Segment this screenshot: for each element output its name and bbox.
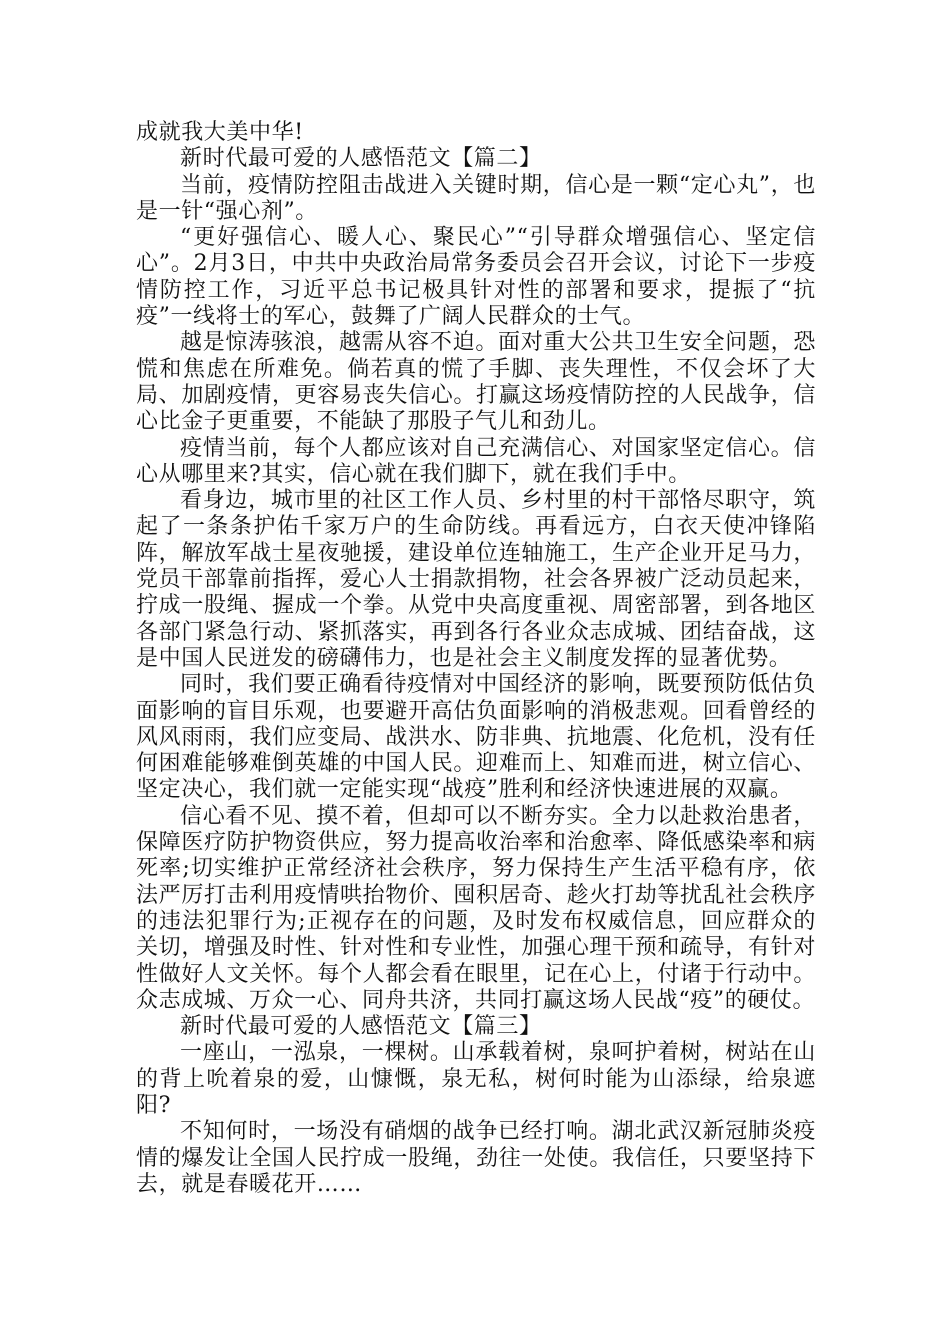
body-paragraph: 当前，疫情防控阻击战进入关键时期，信心是一颗“定心丸”，也是一针“强心剂”。 <box>136 172 816 224</box>
body-paragraph: 信心看不见、摸不着，但却可以不断夯实。全力以赴救治患者，保障医疗防护物资供应，努力提高收治率和治愈率、降低感染率和病死率;切实维护正常经济社会秩序，努力保持生产生活平稳有序，依法严厉打击利用疫情哄抬物价、囤积居奇、趁火打劫等扰乱社会秩序的违法犯罪行为;正视存在的问题，及时发布权威信息，回应群众的关切，增强及时性、针对性和专业性，加强心理干预和疏导，有针对性做好人文关怀。每个人都会看在眼里，记在心上，付诸于行动中。众志成城、万众一心、同舟共济，共同打赢这场人民战“疫”的硬仗。 <box>136 803 816 1013</box>
body-paragraph: 越是惊涛骇浪，越需从容不迫。面对重大公共卫生安全问题，恐慌和焦虑在所难免。倘若真的慌了手脚、丧失理性，不仅会坏了大局、加剧疫情，更容易丧失信心。打赢这场疫情防控的人民战争，信心比金子更重要，不能缺了那股子气儿和劲儿。 <box>136 330 816 435</box>
body-paragraph: 一座山，一泓泉，一棵树。山承载着树，泉呵护着树，树站在山的背上吮着泉的爱，山慷慨，泉无私，树何时能为山添绿，给泉遮阳? <box>136 1040 816 1118</box>
continuation-paragraph: 成就我大美中华! <box>136 120 304 145</box>
document-page <box>136 120 816 1198</box>
body-paragraph: 疫情当前，每个人都应该对自己充满信心、对国家坚定信心。信心从哪里来?其实，信心就在我们脚下，就在我们手中。 <box>136 435 816 487</box>
body-paragraph: 不知何时，一场没有硝烟的战争已经打响。湖北武汉新冠肺炎疫情的爆发让全国人民拧成一股绳，劲往一处使。我信任，只要坚持下去，就是春暖花开…… <box>136 1119 816 1197</box>
section-heading-2: 新时代最可爱的人感悟范文【篇二】 <box>180 146 542 172</box>
body-paragraph: “更好强信心、暖人心、聚民心”“引导群众增强信心、坚定信心”。2月3日，中共中央政治局常务委员会召开会议，讨论下一步疫情防控工作，习近平总书记极具针对性的部署和要求，提振了“抗疫”一线将士的军心，鼓舞了广阔人民群众的士气。 <box>136 225 816 330</box>
body-paragraph: 看身边，城市里的社区工作人员、乡村里的村干部恪尽职守，筑起了一条条护佑千家万户的生命防线。再看远方，白衣天使冲锋陷阵，解放军战士星夜驰援，建设单位连轴施工，生产企业开足马力，党员干部靠前指挥，爱心人士捐款捐物，社会各界被广泛动员起来，拧成一股绳、握成一个拳。从党中央高度重视、周密部署，到各地区各部门紧急行动、紧抓落实，再到各行各业众志成城、团结奋战，这是中国人民迸发的磅礴伟力，也是社会主义制度发挥的显著优势。 <box>136 488 816 671</box>
section-heading-3: 新时代最可爱的人感悟范文【篇三】 <box>180 1014 542 1040</box>
body-paragraph: 同时，我们要正确看待疫情对中国经济的影响，既要预防低估负面影响的盲目乐观，也要避开高估负面影响的消极悲观。回看曾经的风风雨雨，我们应变局、战洪水、防非典、抗地震、化危机，没有任何困难能够难倒英雄的中国人民。迎难而上、知难而进，树立信心、坚定决心，我们就一定能实现“战疫”胜利和经济快速进展的双赢。 <box>136 672 816 803</box>
